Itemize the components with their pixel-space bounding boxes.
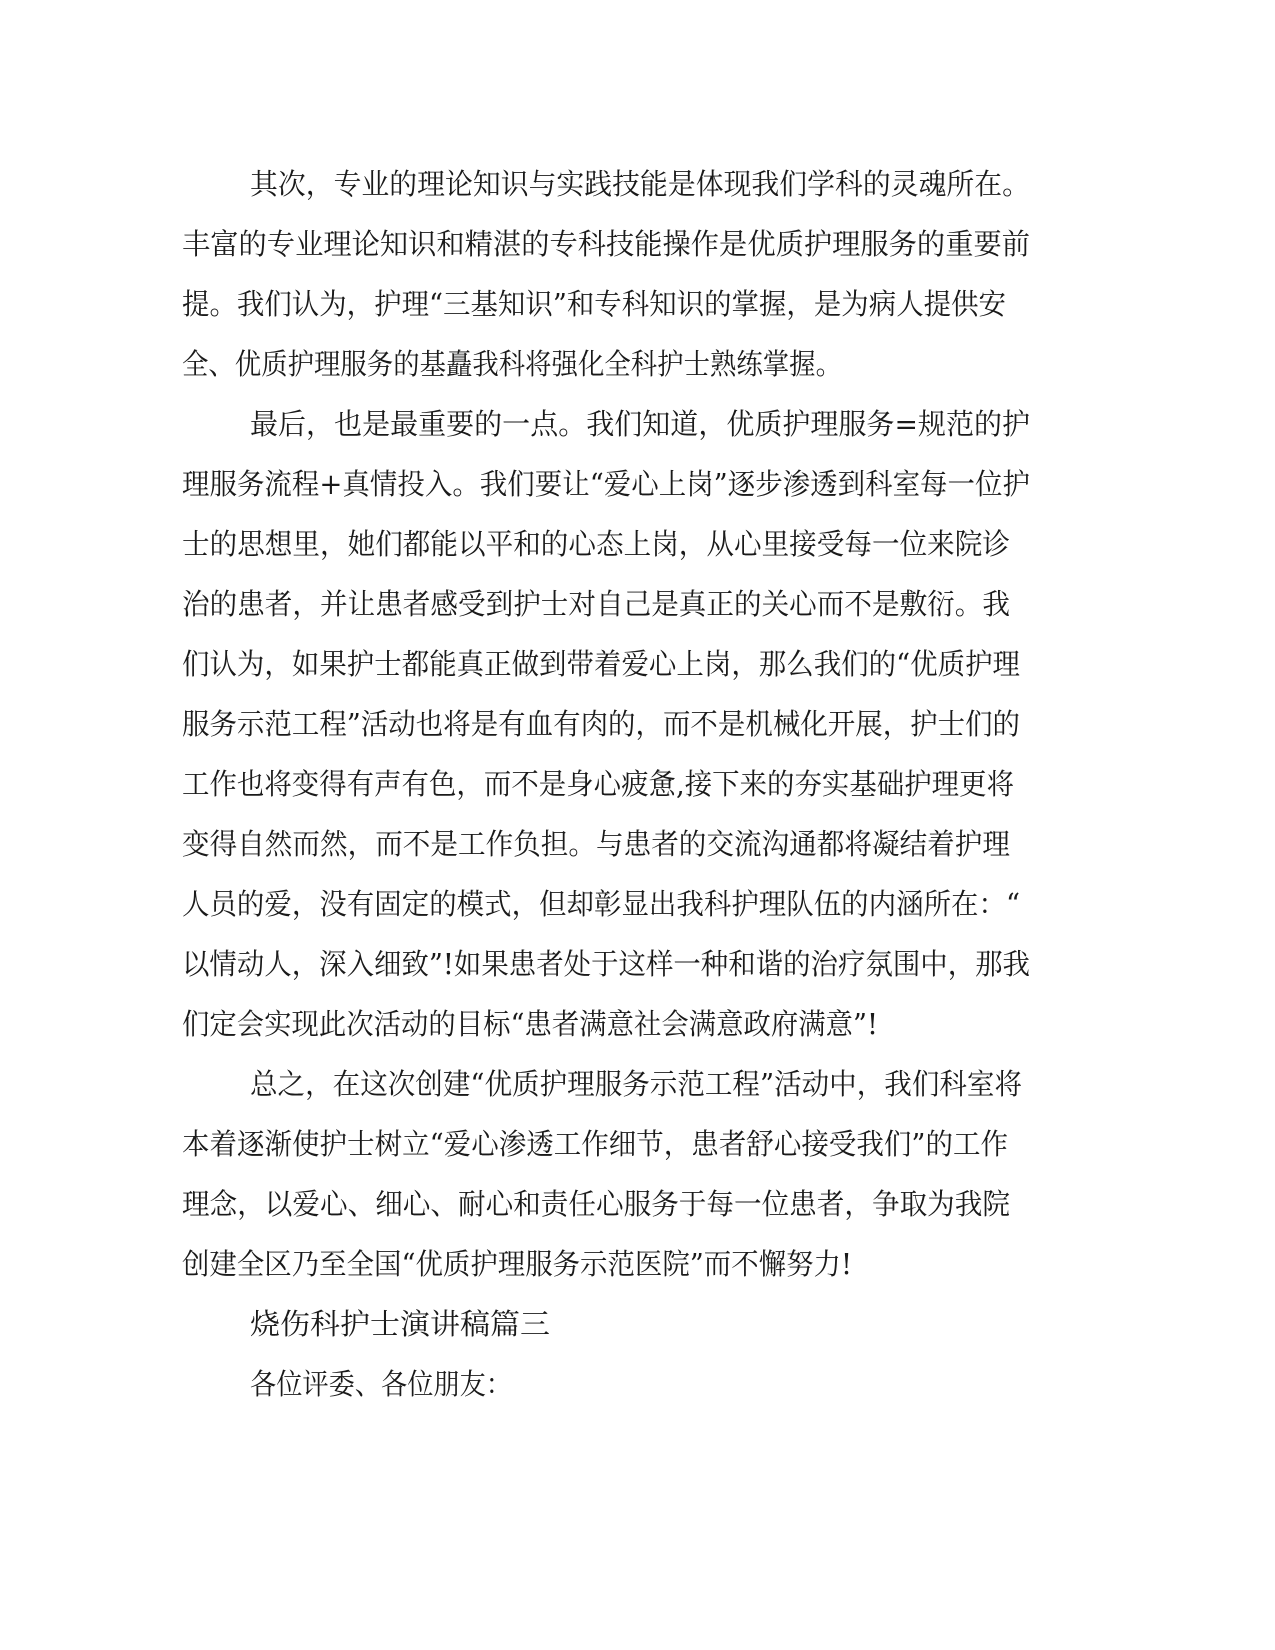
- paragraph-line: [0, 1004, 1275, 1044]
- paragraph-line: [0, 824, 1275, 864]
- paragraph-line: [0, 1244, 1275, 1284]
- paragraph-line: [0, 1124, 1275, 1164]
- line-text: 总之，在这次创建“优质护理服务示范工程”活动中，我们科室将: [250, 1067, 1023, 1101]
- paragraph-line: [0, 464, 1275, 504]
- paragraph-line: [0, 284, 1275, 324]
- line-text: 最后，也是最重要的一点。我们知道，优质护理服务=规范的护: [250, 407, 1031, 441]
- paragraph-line: [0, 164, 1275, 204]
- paragraph-line: [0, 524, 1275, 564]
- line-text: 变得自然而然，而不是工作负担。与患者的交流沟通都将凝结着护理: [182, 827, 1010, 861]
- paragraph-line: [0, 224, 1275, 264]
- line-text: 本着逐渐使护士树立“爱心渗透工作细节，患者舒心接受我们”的工作: [182, 1127, 1008, 1161]
- line-text: 创建全区乃至全国“优质护理服务示范医院”而不懈努力!: [182, 1247, 852, 1281]
- line-text: 们定会实现此次活动的目标“患者满意社会满意政府满意”!: [182, 1007, 879, 1041]
- paragraph-line: [0, 764, 1275, 804]
- line-text: 各位评委、各位朋友：: [250, 1367, 513, 1401]
- paragraph-line: [0, 704, 1275, 744]
- paragraph-line: [0, 344, 1275, 384]
- paragraph-line: [0, 1064, 1275, 1104]
- line-text: 提。我们认为，护理“三基知识”和专科知识的掌握，是为病人提供安: [182, 287, 1006, 321]
- line-text: 丰富的专业理论知识和精湛的专科技能操作是优质护理服务的重要前: [182, 227, 1031, 261]
- line-text: 士的思想里，她们都能以平和的心态上岗，从心里接受每一位来院诊: [182, 527, 1010, 561]
- line-text: 以情动人，深入细致”!如果患者处于这样一种和谐的治疗氛围中，那我: [182, 947, 1030, 981]
- paragraph-line: [0, 1184, 1275, 1224]
- section-heading: [0, 1304, 1275, 1344]
- line-text: 理念，以爱心、细心、耐心和责任心服务于每一位患者，争取为我院: [182, 1187, 1010, 1221]
- line-text: 理服务流程+真情投入。我们要让“爱心上岗”逐步渗透到科室每一位护: [182, 467, 1030, 501]
- line-text: 服务示范工程”活动也将是有血有肉的，而不是机械化开展，护士们的: [182, 707, 1021, 741]
- paragraph-line: [0, 644, 1275, 684]
- paragraph-line: [0, 404, 1275, 444]
- line-text: 全、优质护理服务的基矗我科将强化全科护士熟练掌握。: [182, 347, 842, 381]
- line-text: 烧伤科护士演讲稿篇三: [250, 1307, 550, 1341]
- line-text: 其次，专业的理论知识与实践技能是体现我们学科的灵魂所在。: [250, 167, 1031, 201]
- line-text: 人员的爱，没有固定的模式，但却彰显出我科护理队伍的内涵所在：“: [182, 887, 1021, 921]
- line-text: 治的患者，并让患者感受到护士对自己是真正的关心而不是敷衍。我: [182, 587, 1010, 621]
- paragraph-line: [0, 944, 1275, 984]
- line-text: 工作也将变得有声有色，而不是身心疲惫,接下来的夯实基础护理更将: [182, 767, 1015, 801]
- paragraph-line: [0, 584, 1275, 624]
- line-text: 们认为，如果护士都能真正做到带着爱心上岗，那么我们的“优质护理: [182, 647, 1021, 681]
- paragraph-line: [0, 884, 1275, 924]
- salutation: [0, 1364, 1275, 1404]
